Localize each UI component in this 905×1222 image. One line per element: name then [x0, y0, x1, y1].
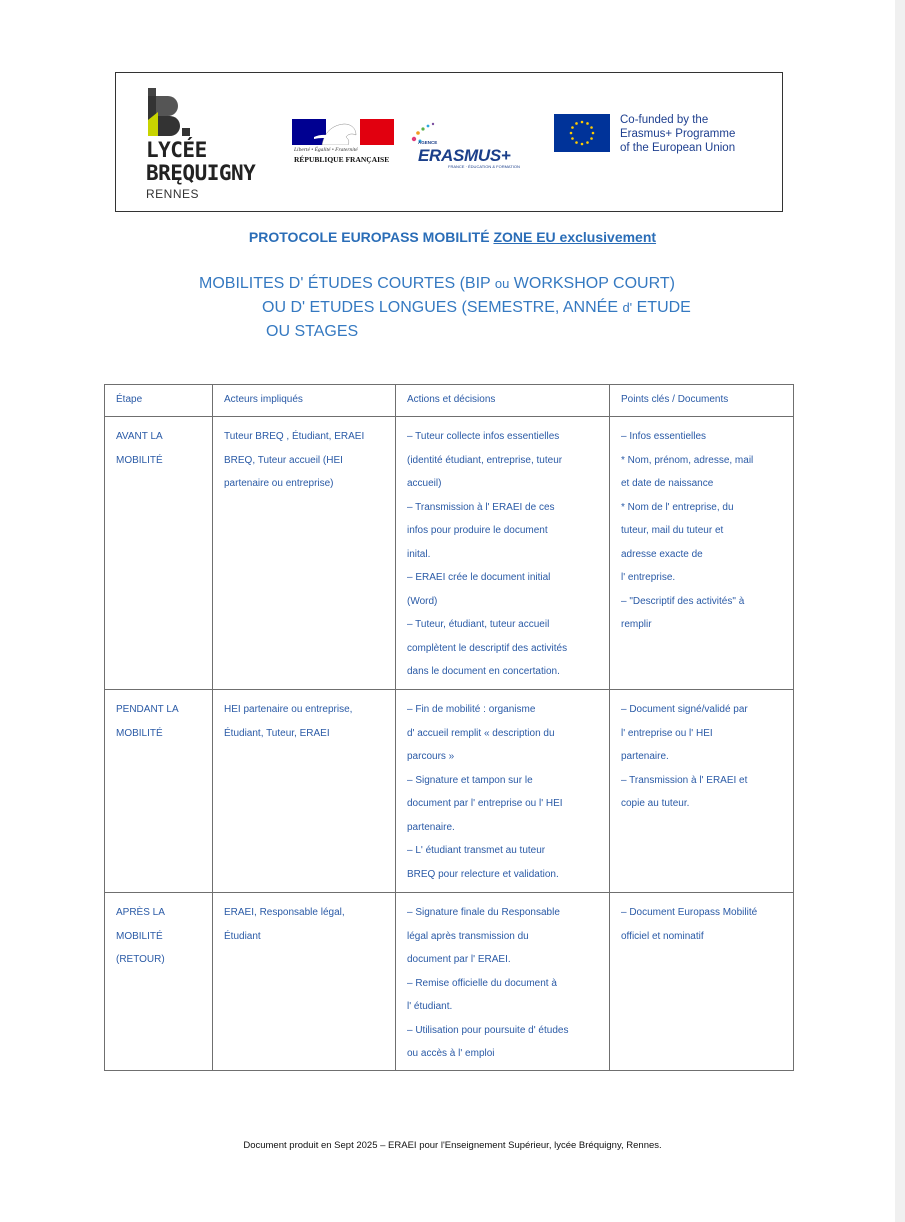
cell-line: MOBILITÉ	[116, 930, 163, 942]
cell-line: MOBILITÉ	[116, 727, 163, 739]
protocol-title-underlined: ZONE EU exclusivement	[493, 229, 657, 245]
page-edge	[895, 0, 905, 1222]
cell-line: – Fin de mobilité : organisme	[407, 704, 536, 715]
table-row	[105, 893, 794, 1071]
eu-star-icon	[575, 141, 578, 144]
cell-line: * Nom de l' entreprise, du	[621, 501, 734, 513]
cell-line: Étudiant	[224, 930, 261, 942]
cell-line: copie au tuteur.	[621, 798, 690, 809]
subtitle-line2-part1: OU D' ETUDES LONGUES (SEMESTRE, ANNÉE	[262, 299, 623, 316]
marianne-icon	[292, 119, 394, 145]
cell-line: – Document signé/validé par	[621, 704, 748, 715]
lycee-name-line1: LYCÉE	[146, 138, 207, 162]
cell-line: accueil)	[407, 478, 442, 489]
cell-line: * Nom, prénom, adresse, mail	[621, 454, 754, 466]
cell-acteurs	[213, 417, 396, 690]
cell-line: (Word)	[407, 595, 438, 607]
cell-line: document par l' entreprise ou l' HEI	[407, 798, 563, 809]
subtitle-line2-d: d'	[622, 300, 633, 315]
cell-points	[610, 893, 794, 1071]
header-logos	[115, 72, 783, 212]
cell-line: document par l' ERAEI.	[407, 954, 511, 965]
cell-line: inital.	[407, 548, 431, 560]
cell-line: – "Descriptif des activités" à	[621, 595, 745, 607]
cell-line: – Tuteur collecte infos essentielles	[407, 431, 560, 442]
eu-star-icon	[581, 121, 584, 124]
header-acteurs: Acteurs impliqués	[213, 385, 396, 417]
cell-line: partenaire.	[621, 751, 669, 762]
b-logo-icon	[148, 88, 208, 138]
subtitle-line2-part2: ETUDE	[632, 299, 691, 316]
cell-line: et date de naissance	[621, 478, 714, 489]
erasmus-agence-logo	[408, 121, 543, 171]
cell-line: ou accès à l' emploi	[407, 1048, 495, 1059]
eu-star-icon	[571, 126, 574, 129]
erasmus-agence-label: AGENCE	[418, 140, 438, 145]
cell-actions	[396, 417, 610, 690]
cell-line: BREQ pour relecture et validation.	[407, 868, 559, 880]
subtitle-line1-part2: WORKSHOP COURT)	[509, 275, 675, 292]
header-actions: Actions et décisions	[396, 385, 610, 417]
cell-line: – ERAEI crée le document initial	[407, 572, 551, 583]
eu-star-icon	[581, 143, 584, 146]
republique-francaise-logo	[292, 119, 394, 167]
cell-line: – Document Europass Mobilité	[621, 907, 758, 918]
cell-line: – L' étudiant transmet au tuteur	[407, 845, 546, 856]
protocol-title-main: PROTOCOLE EUROPASS MOBILITÉ	[248, 229, 494, 245]
cell-line: (identité étudiant, entreprise, tuteur	[407, 454, 563, 466]
cell-line: – Signature finale du Responsable	[407, 907, 560, 918]
header-points: Points clés / Documents	[610, 385, 794, 417]
subtitle-line1-ou: ou	[494, 276, 510, 291]
cell-line: l' étudiant.	[407, 1001, 453, 1012]
eu-star-icon	[590, 137, 593, 140]
cell-line: légal après transmission du	[407, 930, 529, 942]
cell-line: APRÈS LA	[116, 907, 165, 918]
cell-acteurs	[213, 690, 396, 893]
cell-line: Étudiant, Tuteur, ERAEI	[224, 727, 330, 739]
protocol-table	[104, 384, 794, 1071]
cell-line: tuteur, mail du tuteur et	[621, 525, 724, 536]
cell-line: – Transmission à l' ERAEI et	[621, 774, 748, 786]
cell-points	[610, 417, 794, 690]
cell-line: l' entreprise ou l' HEI	[621, 727, 713, 739]
cell-line: dans le document en concertation.	[407, 666, 560, 677]
cell-etape	[105, 893, 213, 1071]
cell-line: HEI partenaire ou entreprise,	[224, 704, 353, 715]
header-etape: Étape	[105, 385, 213, 417]
cell-line: – Tuteur, étudiant, tuteur accueil	[407, 619, 550, 630]
eu-star-icon	[571, 137, 574, 140]
table-header-row	[105, 385, 794, 417]
eu-star-icon	[570, 132, 573, 135]
cell-line: PENDANT LA	[116, 704, 179, 715]
cofunded-text	[620, 113, 735, 155]
eu-star-icon	[590, 126, 593, 129]
erasmus-subtitle: FRANCE · ÉDUCATION & FORMATION	[448, 164, 520, 169]
cell-line: ERAEI, Responsable légal,	[224, 907, 345, 918]
eu-flag-icon	[554, 114, 610, 152]
cofunded-line3: of the European Union	[620, 142, 736, 154]
subtitle-line2	[262, 299, 691, 317]
cofunded-line2: Erasmus+ Programme	[620, 128, 736, 140]
cell-line: (RETOUR)	[116, 954, 165, 965]
cell-line: – Signature et tampon sur le	[407, 774, 533, 786]
cell-line: BREQ, Tuteur accueil (HEI	[224, 454, 343, 466]
cell-line: remplir	[621, 619, 652, 630]
erasmus-wordmark: ERASMUS+	[418, 146, 511, 165]
eu-star-icon	[575, 122, 578, 125]
subtitle-line3: OU STAGES	[266, 323, 359, 340]
cell-line: parcours »	[407, 751, 455, 762]
subtitle-line1	[199, 275, 675, 293]
cell-line: – Infos essentielles	[621, 431, 707, 442]
cell-line: l' entreprise.	[621, 572, 676, 583]
rf-name: RÉPUBLIQUE FRANÇAISE	[294, 155, 390, 164]
cell-line: Tuteur BREQ , Étudiant, ERAEI	[224, 431, 365, 442]
cell-line: – Transmission à l' ERAEI de ces	[407, 501, 555, 513]
cell-line: d' accueil remplit « description du	[407, 727, 555, 739]
document-footer: Document produit en Sept 2025 – ERAEI pour l'Enseignement Supérieur, lycée Bréquigny, Rennes.	[243, 1140, 662, 1151]
cell-line: AVANT LA	[116, 431, 163, 442]
cell-line: – Utilisation pour poursuite d' études	[407, 1024, 569, 1036]
protocol-title	[0, 229, 905, 245]
cell-line: partenaire.	[407, 821, 455, 833]
cell-line: – Remise officielle du document à	[407, 977, 557, 989]
lycee-city: RENNES	[146, 187, 200, 201]
cofunded-line1: Co-funded by the	[620, 114, 709, 126]
cell-actions	[396, 690, 610, 893]
eu-star-icon	[586, 122, 589, 125]
eu-star-icon	[586, 141, 589, 144]
eu-star-icon	[592, 132, 595, 135]
cell-line: MOBILITÉ	[116, 454, 163, 466]
cell-etape	[105, 690, 213, 893]
lycee-name-line2: BRĘQUIGNY	[146, 161, 256, 185]
table-row	[105, 690, 794, 893]
subtitle-line1-part1: MOBILITES D' ÉTUDES COURTES (BIP	[199, 275, 495, 292]
cell-actions	[396, 893, 610, 1071]
cell-line: partenaire ou entreprise)	[224, 478, 334, 489]
cell-line: infos pour produire le document	[407, 525, 548, 536]
lycee-brequigny-logo	[146, 88, 276, 203]
cell-line: adresse exacte de	[621, 548, 703, 560]
cell-points	[610, 690, 794, 893]
rf-devise: Liberté • Égalité • Fraternité	[294, 147, 358, 153]
cell-line: officiel et nominatif	[621, 930, 704, 942]
cell-acteurs	[213, 893, 396, 1071]
table-row	[105, 417, 794, 690]
cell-line: complètent le descriptif des activités	[407, 642, 568, 654]
cell-etape	[105, 417, 213, 690]
